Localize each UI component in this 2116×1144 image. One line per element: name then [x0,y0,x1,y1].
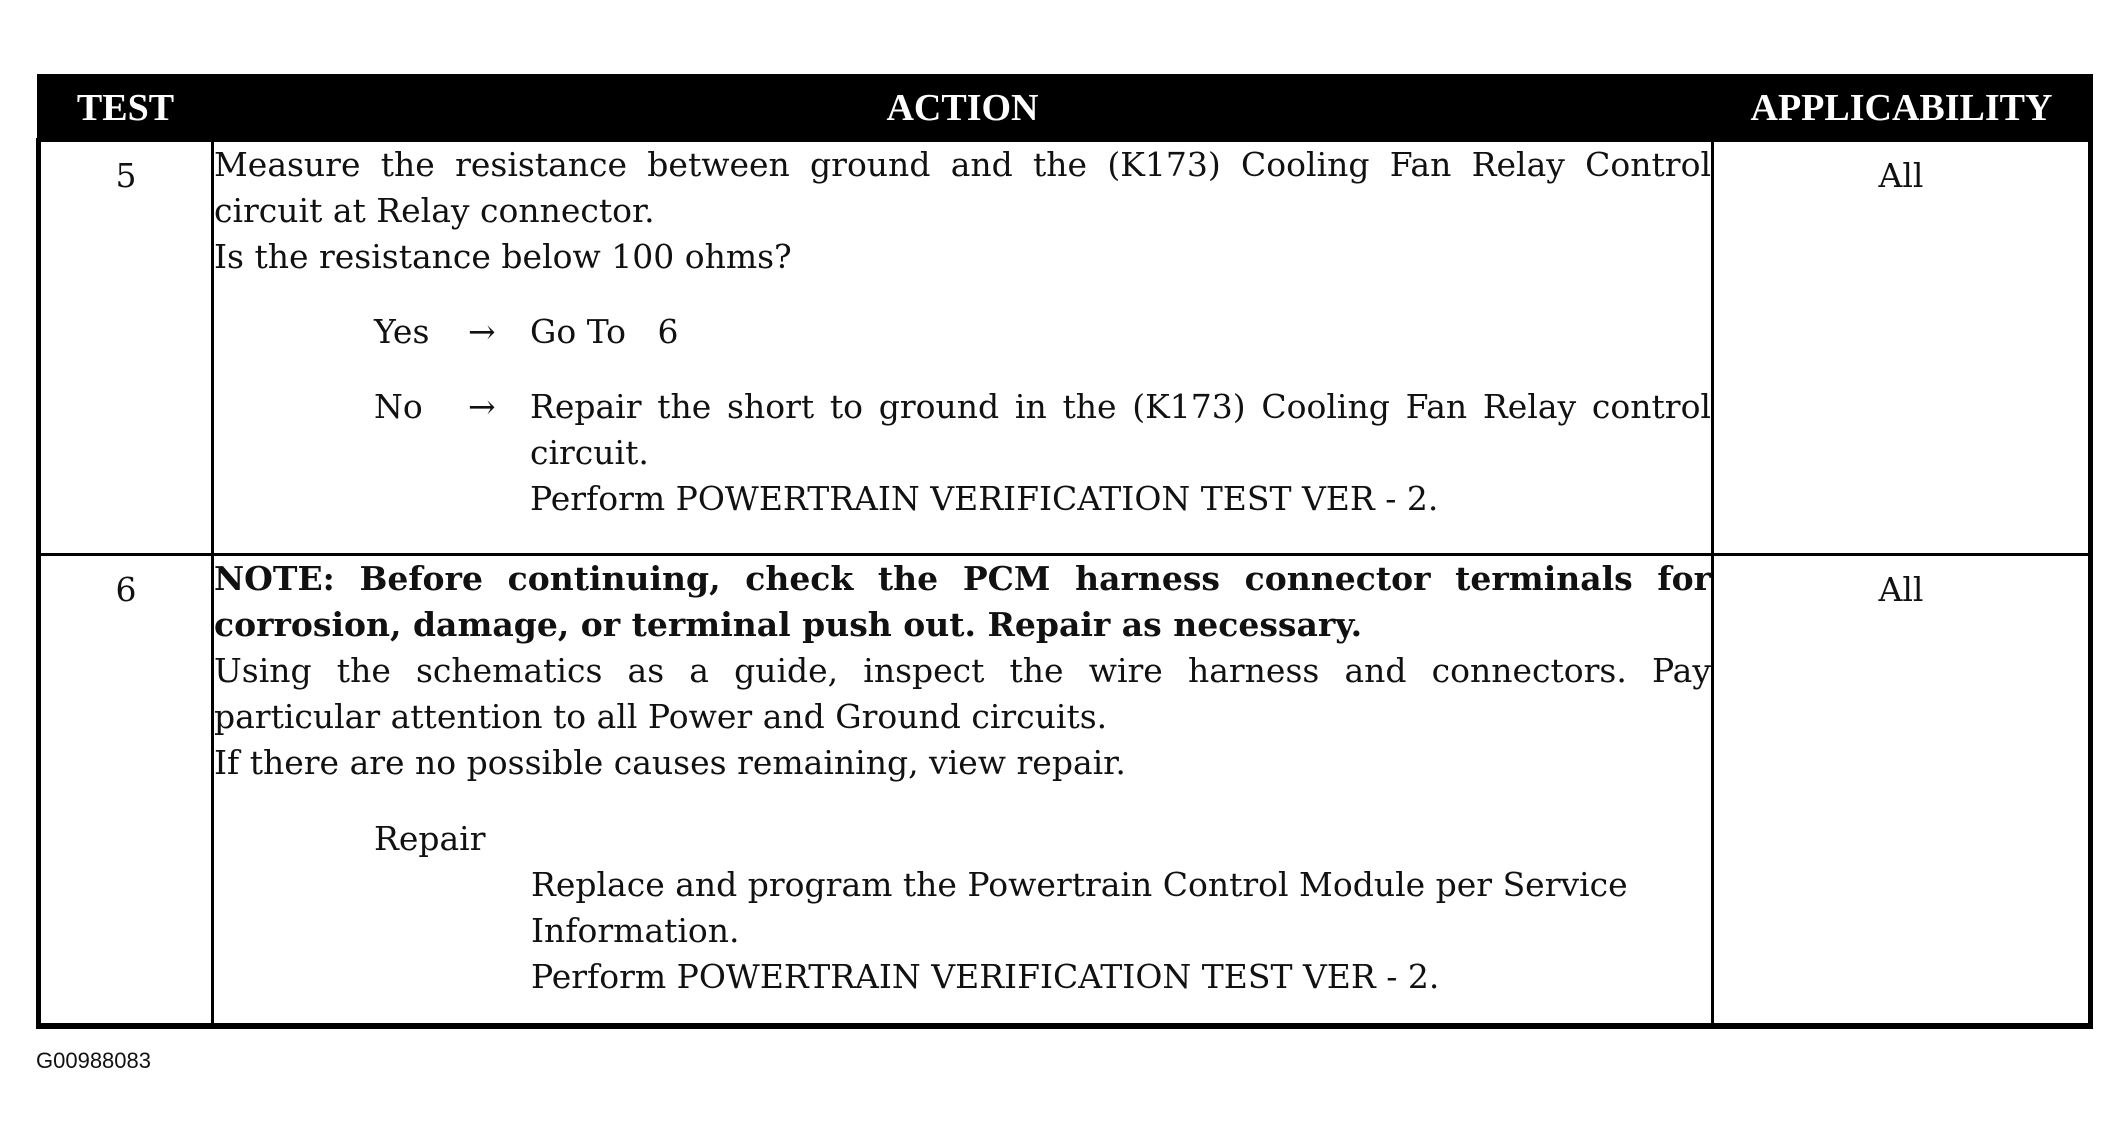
header-action: ACTION [213,76,1713,140]
action-question: Is the resistance below 100 ohms? [214,237,792,276]
test-number: 5 [115,156,137,195]
table-header-row [39,76,2091,140]
table-row [39,140,2091,554]
no-label: No [374,387,423,426]
right-arrow-icon: → [468,387,496,426]
figure-id: G00988083 [36,1048,151,1073]
verification-step: Perform POWERTRAIN VERIFICATION TEST VER - 2. [530,479,1439,518]
table-row [39,554,2091,1026]
yes-label: Yes [374,312,430,351]
note-text: NOTE: Before continuing, check the PCM harness connector terminals for corrosion, damage, or terminal push out. Repair as necessary. [214,558,1711,644]
action-followup: If there are no possible causes remaining, view repair. [214,742,1126,782]
yes-option [214,309,1711,355]
repair-result: Replace and program the Powertrain Control Module per Service Information. [531,864,1628,950]
yes-result: Go To 6 [530,312,679,351]
applicability-value: All [1878,569,1924,609]
applicability-cell [1713,140,2091,554]
right-arrow-icon: → [468,312,496,351]
action-cell [213,140,1713,554]
action-cell [213,554,1713,1026]
header-applicability: APPLICABILITY [1713,76,2091,140]
repair-block [531,862,1711,1000]
repair-label: Repair [374,818,486,858]
action-instruction: Measure the resistance between ground and the (K173) Cooling Fan Relay Control circuit at Relay connector. [214,145,1711,230]
test-cell [39,140,213,554]
applicability-cell [1713,554,2091,1026]
verification-step: Perform POWERTRAIN VERIFICATION TEST VER - 2. [531,956,1440,996]
applicability-value: All [1878,156,1924,195]
action-instruction: Using the schematics as a guide, inspect the wire harness and connectors. Pay particular attention to all Power and Ground circuits. [214,650,1711,736]
test-number: 6 [115,569,137,609]
no-result: Repair the short to ground in the (K173) Cooling Fan Relay control circuit. [530,387,1711,472]
no-option [214,384,1711,522]
diagnostic-test-table [36,74,2093,1029]
test-cell [39,554,213,1026]
no-result-block [530,384,1711,522]
header-test: TEST [39,76,213,140]
